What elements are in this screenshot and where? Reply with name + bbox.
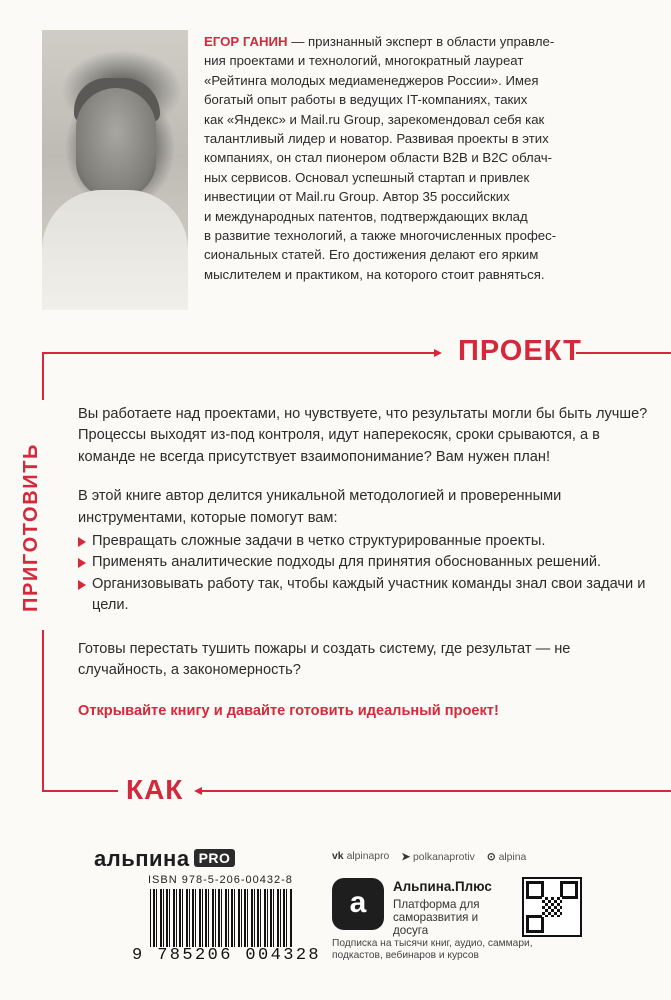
list-item: Организовывать работу так, чтобы каждый участник команды знал свои задачи и цели. bbox=[78, 574, 648, 617]
frame-top-right-line bbox=[576, 352, 671, 354]
frame-left-upper-line bbox=[42, 352, 44, 400]
author-photo bbox=[42, 30, 188, 310]
main-text bbox=[78, 404, 648, 741]
pro-badge: PRO bbox=[194, 849, 236, 867]
vk-icon: vk bbox=[332, 851, 344, 862]
frame-top-left-line bbox=[42, 352, 436, 354]
app-name: Альпина.Плюс bbox=[393, 879, 492, 894]
social-links bbox=[332, 851, 526, 863]
list-item: Применять аналитические подходы для принятия обоснованных решений. bbox=[78, 552, 648, 573]
social-link[interactable]: ➤ polkanaprotiv bbox=[401, 852, 475, 863]
app-subscription-note: Подписка на тысячи книг, аудио, саммари, подкастов, вебинаров и курсов bbox=[332, 938, 533, 962]
bullet-triangle-icon bbox=[78, 558, 86, 568]
call-to-action: Открывайте книгу и давайте готовить идеальный проект! bbox=[78, 703, 499, 720]
alpina-icon: ⊙ bbox=[486, 852, 496, 863]
app-description: Платформа для саморазвития и досуга bbox=[393, 898, 480, 938]
barcode-number: 9 785206 004328 bbox=[132, 946, 322, 965]
barcode bbox=[150, 889, 292, 947]
lead-paragraph: В этой книге автор делится уникальной методологией и проверенными инструментами, которые помогут вам: bbox=[78, 488, 562, 526]
arrow-right-icon bbox=[434, 349, 442, 357]
list-item: Превращать сложные задачи в четко структурированные проекты. bbox=[78, 531, 648, 552]
title-word-project: ПРОЕКТ bbox=[458, 335, 582, 367]
benefits-list bbox=[78, 531, 648, 617]
title-word-how: КАК bbox=[126, 774, 184, 805]
frame-bottom-right-line bbox=[200, 790, 671, 792]
intro-paragraph: Вы работаете над проектами, но чувствуете, что результаты могли бы быть лучше? Процессы выходят из-под контроля, идут наперекосяк, сроки срываются, а в команде не всегда присутствует взаимопонимание? Вам нужен план! bbox=[78, 406, 648, 465]
question-paragraph: Готовы перестать тушить пожары и создать систему, где результат — не случайность, а закономерность? bbox=[78, 640, 571, 679]
frame-bottom-left-line bbox=[42, 790, 118, 792]
alpina-plus-logo: а bbox=[332, 878, 384, 930]
publisher-logo: альпина PRO bbox=[94, 846, 235, 872]
qr-code[interactable] bbox=[522, 877, 582, 937]
social-link[interactable]: vk alpinapro bbox=[332, 851, 390, 862]
frame-left-lower-line bbox=[42, 630, 44, 792]
social-link[interactable]: ⊙ alpina bbox=[486, 852, 527, 863]
bullet-triangle-icon bbox=[78, 580, 86, 590]
author-name: ЕГОР ГАНИН bbox=[204, 34, 288, 49]
telegram-icon: ➤ bbox=[401, 852, 411, 863]
arrow-left-icon bbox=[194, 787, 202, 795]
isbn: ISBN 978-5-206-00432-8 bbox=[148, 874, 293, 886]
author-bio: ЕГОР ГАНИН — признанный эксперт в области управле- ния проектами и технологий, многократный лауреат «Рейтинга молодых медиаменеджеров России». Имея богатый опыт работы в ведущих IT-компаниях, таких как «Яндекс» и Mail.ru Group, зарекомендовал себя как талантливый лидер и новатор. Развивая проекты в этих компаниях, он стал пионером области B2B и B2C облач- ных сервисов. Основал успешный стартап и привлек инвестиции от Mail.ru Group. Автор 35 российских и международных патентов, подтверждающих вклад в развитие технологий, а также многочисленных профес- сиональных статей. Его достижения делают его ярким мыслителем и практиком, на которого стоит равняться. bbox=[204, 34, 557, 282]
bullet-triangle-icon bbox=[78, 537, 86, 547]
title-word-prepare: ПРИГОТОВИТЬ bbox=[20, 442, 42, 612]
